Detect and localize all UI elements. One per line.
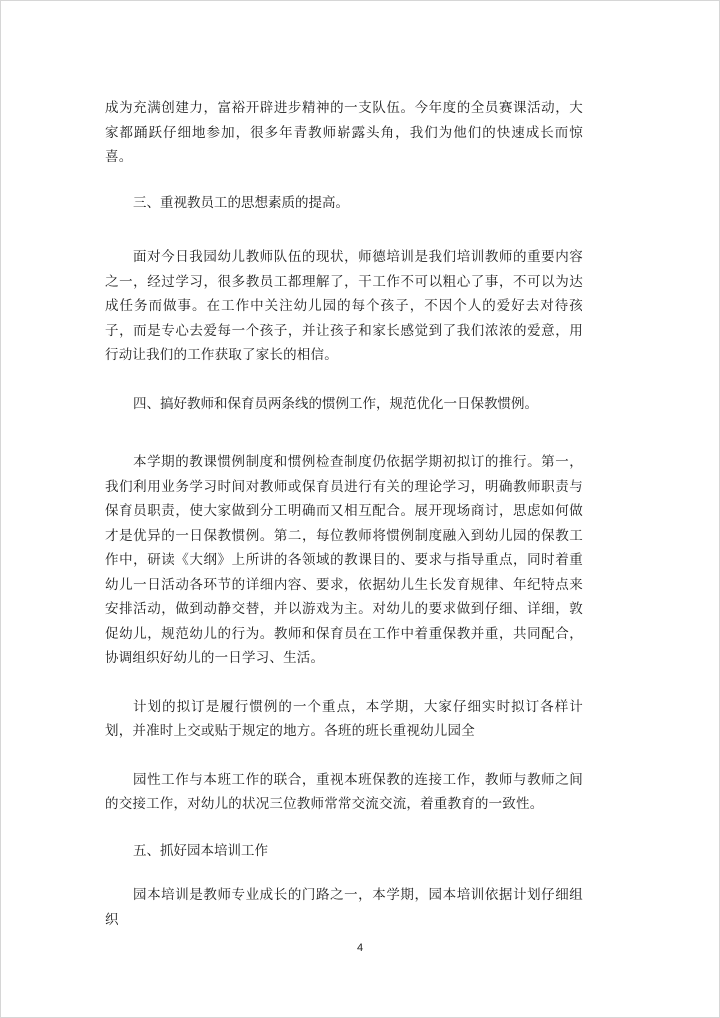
section-heading-3: 三、重视教员工的思想素质的提高。: [133, 194, 349, 211]
page-number: 4: [356, 942, 364, 954]
paragraph-intro-continuation: 成为充满创建力，富裕开辟进步精神的一支队伍。今年度的全员赛课活动，大家都踊跃仔细地参加，很多年青教师崭露头角，我们为他们的快速成长而惊喜。: [105, 100, 583, 165]
document-body: [105, 96, 583, 932]
paragraph-planning: 计划的拟订是履行惯例的一个重点，本学期，大家仔细实时拟订各样计划，并准时上交或贴于规定的地方。各班的班长重视幼儿园全: [105, 698, 583, 739]
paragraph-routine-system: 本学期的教课惯例制度和惯例检查制度仍依据学期初拟订的推行。第一，我们利用业务学习时间对教师或保育员进行有关的理论学习，明确教师职责与保育员职责，使大家做到分工明确而又相互配合。展开现场商讨，思虑如何做才是优异的一日保教惯例。第二，每位教师将惯例制度融入到幼儿园的保教工作中，研读《大纲》上所讲的各领域的教课目的、要求与指导重点，同时着重幼儿一日活动各环节的详细内容、要求，依据幼儿生长发育规律、年纪特点来安排活动，做到动静交替，并以游戏为主。对幼儿的要求做到仔细、详细，敦促幼儿，规范幼儿的行为。教师和保育员在工作中着重保教并重，共同配合，协调组织好幼儿的一日学习、生活。: [105, 454, 583, 666]
paragraph-school-training: 园本培训是教师专业成长的门路之一，本学期，园本培训依据计划仔细组织: [105, 887, 583, 928]
paragraph-class-coordination: 园性工作与本班工作的联合，重视本班保教的连接工作，教师与教师之间的交接工作，对幼儿的状况三位教师常常交流交流，着重教育的一致性。: [105, 771, 583, 812]
paragraph-teacher-ethics: 面对今日我园幼儿教师队伍的现状，师德培训是我们培训教师的重要内容之一，经过学习，很多教员工都理解了，干工作不可以粗心了事，不可以为达成任务而做事。在工作中关注幼儿园的每个孩子，不因个人的爱好去对待孩子，而是专心去爱每一个孩子，并让孩子和家长感觉到了我们浓浓的爱意，用行动让我们的工作获取了家长的相信。: [105, 249, 583, 363]
section-heading-5: 五、抓好园本培训工作: [133, 842, 268, 859]
section-heading-4: 四、搞好教师和保育员两条线的惯例工作，规范优化一日保教惯例。: [133, 395, 538, 412]
